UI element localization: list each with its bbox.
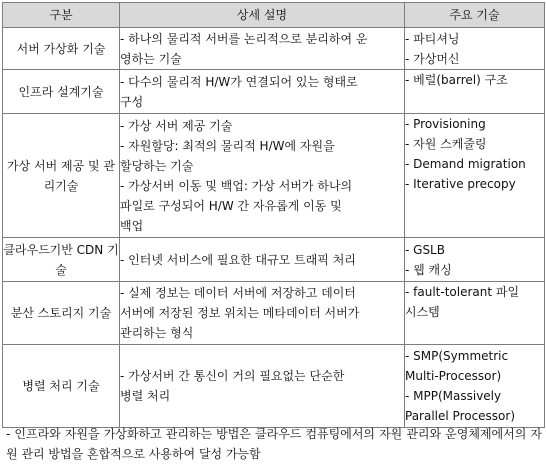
description-line: 구성 (120, 94, 144, 109)
row-techs (405, 345, 545, 428)
tech-item: 시스템 (405, 305, 440, 319)
row-category: 분산 스토리지 기술 (3, 282, 120, 345)
row-category: 병렬 처리 기술 (3, 345, 120, 428)
description-line: - 가상 서버 제공 기술 (120, 118, 233, 133)
description-line: - 가상서버 간 통신이 거의 필요없는 단순한 (120, 369, 345, 383)
tech-item: - 가상머신 (405, 51, 460, 66)
tech-item: - 베럴(barrel) 구조 (405, 73, 508, 87)
tech-item: Multi-Processor) (405, 369, 502, 383)
description-line: 관리하는 형식 (120, 326, 194, 340)
description-line: - 실제 정보는 데이터 서버에 저장하고 데이터 (120, 286, 356, 300)
row-category: 가상 서버 제공 및 관리기술 (3, 114, 120, 238)
tech-item: - fault-tolerant 파일 (405, 285, 520, 299)
row-category: 서버 가상화 기술 (3, 28, 120, 70)
row-description (120, 282, 405, 345)
description-line: 서버에 저장된 정보 위치는 메타데이터 서버가 (120, 306, 360, 320)
description-line: 영하는 기술 (120, 51, 182, 66)
tech-item: - SMP(Symmetric (405, 349, 509, 363)
table-header-row (3, 3, 545, 28)
table-row (3, 282, 545, 345)
row-description (120, 114, 405, 238)
row-techs (405, 238, 545, 282)
table-row (3, 28, 545, 70)
table-row (3, 114, 545, 238)
tech-item: - Demand migration (405, 157, 526, 171)
row-description (120, 70, 405, 114)
tech-item: - GSLB (405, 242, 445, 257)
description-line: 백업 (120, 218, 144, 233)
tech-item: Parallel Processor) (405, 409, 516, 423)
tech-item: - MPP(Massively (405, 389, 502, 403)
header-description: 상세 설명 (120, 3, 405, 28)
tech-item: - 파티셔닝 (405, 31, 460, 46)
description-line: - 가상서버 이동 및 백업: 가상 서버가 하나의 (120, 178, 353, 193)
tech-item: - 자원 스케줄링 (405, 137, 487, 151)
tech-item: - Provisioning (405, 117, 486, 131)
footnote-paragraph: - 인프라와 자원을 가상화하고 관리하는 방법은 클라우드 컴퓨팅에서의 자원 관리와 운영체제에서의 자원 관리 방법을 혼합적으로 사용하여 달성 가능함 (6, 427, 542, 461)
description-line: - 자원할당: 최적의 물리적 H/W에 자원을 (120, 138, 335, 153)
table-row (3, 238, 545, 282)
technology-table (2, 2, 545, 428)
description-line: - 인터넷 서비스에 필요한 대규모 트래픽 처리 (120, 252, 356, 267)
description-line: 할당하는 기술 (120, 158, 194, 173)
description-line: 병렬 처리 (120, 389, 171, 403)
row-techs (405, 114, 545, 238)
row-description (120, 28, 405, 70)
description-line: - 다수의 물리적 H/W가 연결되어 있는 형태로 (120, 74, 358, 89)
header-techs: 주요 기술 (405, 3, 545, 28)
row-description (120, 238, 405, 282)
row-techs (405, 70, 545, 114)
description-line: - 하나의 물리적 서버를 논리적으로 분리하여 운 (120, 31, 368, 46)
row-description (120, 345, 405, 428)
tech-item: - 웹 캐싱 (405, 262, 452, 277)
description-line: 파일로 구성되어 H/W 간 자유롭게 이동 및 (120, 198, 342, 213)
row-techs (405, 28, 545, 70)
tech-item: - Iterative precopy (405, 177, 516, 191)
table-row (3, 70, 545, 114)
row-techs (405, 282, 545, 345)
table-row (3, 345, 545, 428)
header-category: 구분 (3, 3, 120, 28)
row-category: 클라우드기반 CDN 기술 (3, 238, 120, 282)
row-category: 인프라 설계기술 (3, 70, 120, 114)
